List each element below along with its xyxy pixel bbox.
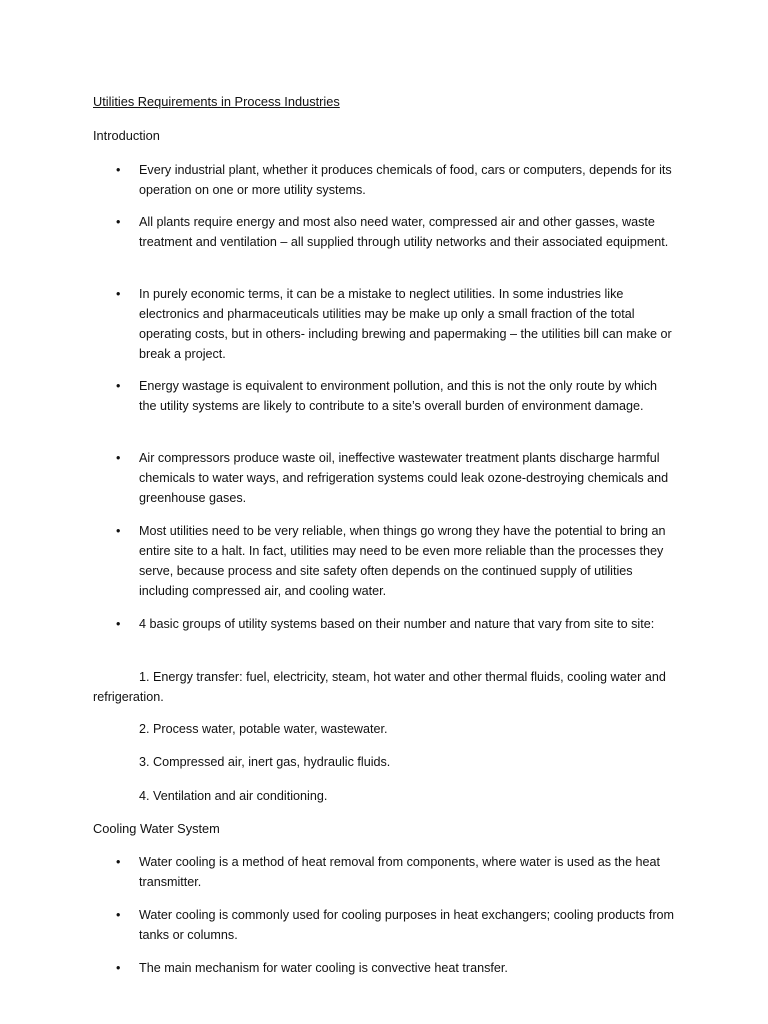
numbered-item: 3. Compressed air, inert gas, hydraulic fluids. bbox=[139, 755, 391, 769]
section-heading-introduction: Introduction bbox=[93, 128, 160, 143]
numbered-item: 4. Ventilation and air conditioning. bbox=[139, 789, 328, 803]
bullet-marker: • bbox=[116, 215, 121, 229]
list-item-text: Water cooling is a method of heat removal from components, where water is used as the heat transmitter. bbox=[139, 855, 661, 889]
list-item-text: In purely economic terms, it can be a mistake to neglect utilities. In some industries like electronics and pharmaceuticals utilities may be make up only a small fraction of the total operating costs, but in others- including brewing and papermaking – the utilities bill can make or break a project. bbox=[139, 287, 672, 361]
bullet-marker: • bbox=[116, 617, 121, 631]
bullet-marker: • bbox=[116, 379, 121, 393]
list-item-text: Energy wastage is equivalent to environment pollution, and this is not the only route by which the utility systems are likely to contribute to a site’s overall burden of environment damage. bbox=[139, 379, 658, 413]
list-item bbox=[116, 284, 676, 364]
list-item bbox=[116, 852, 676, 892]
bullet-marker: • bbox=[116, 855, 121, 869]
list-item bbox=[116, 448, 676, 508]
numbered-item: 1. Energy transfer: fuel, electricity, steam, hot water and other thermal fluids, cooling water and refrigeration. bbox=[93, 670, 666, 704]
list-item-text: All plants require energy and most also need water, compressed air and other gasses, waste treatment and ventilation – all supplied through utility networks and their associated equipment. bbox=[139, 215, 669, 249]
section-heading-cooling-water-system: Cooling Water System bbox=[93, 821, 220, 836]
list-item bbox=[116, 958, 676, 978]
list-item bbox=[116, 376, 676, 416]
list-item-text: Water cooling is commonly used for cooling purposes in heat exchangers; cooling products from tanks or columns. bbox=[139, 908, 675, 942]
list-item bbox=[116, 521, 676, 601]
list-item-text: Every industrial plant, whether it produces chemicals of food, cars or computers, depends for its operation on one or more utility systems. bbox=[139, 163, 672, 197]
list-item-text: 4 basic groups of utility systems based on their number and nature that vary from site to site: bbox=[139, 617, 655, 631]
document-title: Utilities Requirements in Process Industries bbox=[93, 94, 340, 109]
bullet-marker: • bbox=[116, 287, 121, 301]
list-item bbox=[116, 212, 676, 252]
bullet-marker: • bbox=[116, 451, 121, 465]
list-item bbox=[116, 160, 676, 200]
list-item-text: Most utilities need to be very reliable, when things go wrong they have the potential to bring an entire site to a halt. In fact, utilities may need to be even more reliable than the processes they serve, because process and site safety often depends on the continued supply of utilities including compressed air, and cooling water. bbox=[139, 524, 666, 598]
bullet-marker: • bbox=[116, 908, 121, 922]
bullet-marker: • bbox=[116, 524, 121, 538]
list-item-text: The main mechanism for water cooling is convective heat transfer. bbox=[139, 961, 508, 975]
list-item bbox=[116, 614, 676, 634]
numbered-item: 2. Process water, potable water, wastewater. bbox=[139, 722, 388, 736]
bullet-marker: • bbox=[116, 163, 121, 177]
list-item-text: Air compressors produce waste oil, ineffective wastewater treatment plants discharge harmful chemicals to water ways, and refrigeration systems could leak ozone-destroying chemicals and greenhouse gases. bbox=[139, 451, 669, 505]
bullet-marker: • bbox=[116, 961, 121, 975]
list-item bbox=[116, 905, 676, 945]
